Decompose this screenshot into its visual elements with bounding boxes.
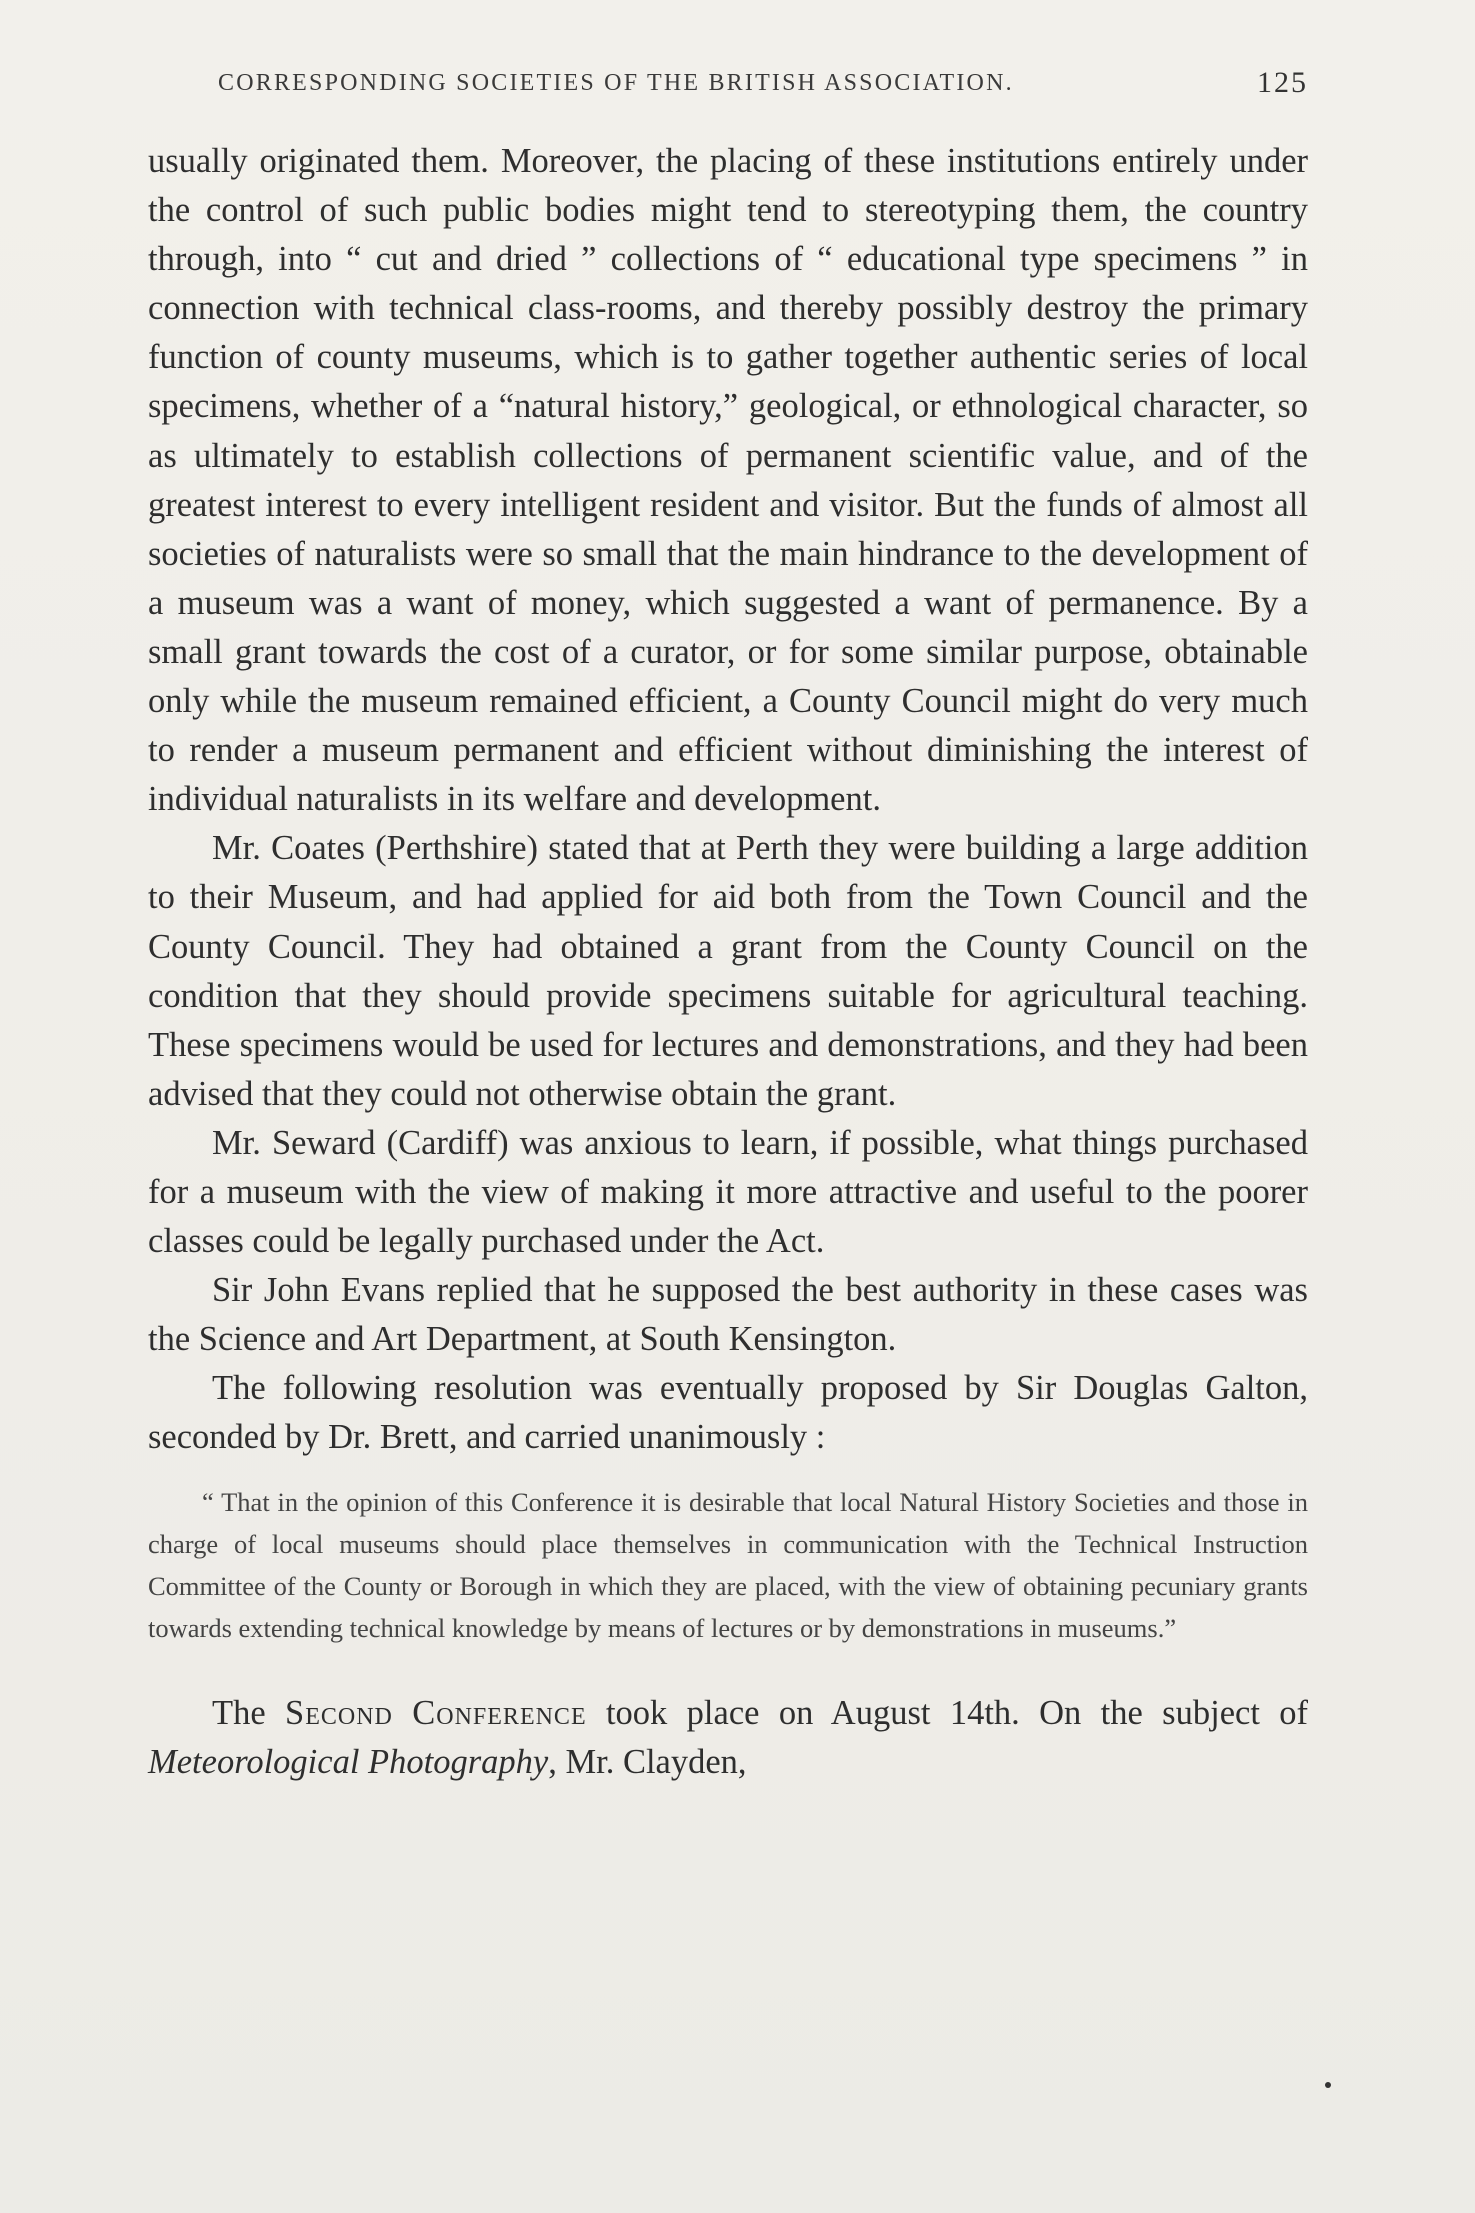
paragraph-second-conference bbox=[148, 1689, 1308, 1787]
paragraph-museum-funding: usually originated them. Moreover, the placing of these institutions entirely under the control of such public bodies might tend to stereotyping them, the country through, into “ cut and dried ” collections of “ educational type specimens ” in connection with technical class-rooms, and thereby possibly destroy the primary function of county museums, which is to gather together authentic series of local specimens, whether of a “natural history,” geological, or ethnological character, so as ultimately to establish collections of permanent scientific value, and of the greatest interest to every intelligent resident and visitor. But the funds of almost all societies of naturalists were so small that the main hindrance to the development of a museum was a want of money, which suggested a want of permanence. By a small grant towards the cost of a curator, or for some similar purpose, obtainable only while the museum remained efficient, a County Council might do very much to render a museum permanent and efficient without diminishing the interest of individual naturalists in its welfare and development. bbox=[148, 142, 1308, 819]
paragraph-evans: Sir John Evans replied that he supposed the best authority in these cases was the Science and Art Department, at South Kensington. bbox=[148, 1271, 1308, 1359]
conference-text-middle: took place on August 14th. On the subject of bbox=[586, 1693, 1309, 1732]
meteorological-photography-title: Meteorological Photography bbox=[148, 1742, 549, 1781]
page-number: 125 bbox=[1257, 66, 1308, 99]
paragraph-coates: Mr. Coates (Perthshire) stated that at Perth they were building a large addition to their Museum, and had applied for aid both from the Town Council and the County Council. They had obtained a grant from the County Council on the condition that they should provide specimens suitable for agricultural teaching. These specimens would be used for lectures and demonstrations, and they had been advised that they could not otherwise obtain the grant. bbox=[148, 829, 1308, 1113]
paragraph-resolution-intro: The following resolution was eventually proposed by Sir Douglas Galton, seconded by Dr. Brett, and carried unanimously : bbox=[148, 1369, 1308, 1457]
paragraph-seward: Mr. Seward (Cardiff) was anxious to learn, if possible, what things purchased for a museum with the view of making it more attractive and useful to the poorer classes could be legally purchased under the Act. bbox=[148, 1123, 1308, 1261]
second-smallcaps: Second bbox=[285, 1693, 393, 1732]
running-head: CORRESPONDING SOCIETIES OF THE BRITISH ASSOCIATION. bbox=[218, 70, 1014, 96]
conference-text-end: , Mr. Clayden, bbox=[548, 1742, 747, 1781]
conference-space bbox=[393, 1694, 412, 1732]
conference-text-start: The bbox=[212, 1693, 286, 1732]
conference-smallcaps: Conference bbox=[412, 1693, 587, 1732]
body-text bbox=[148, 137, 1308, 1787]
resolution-quote: “ That in the opinion of this Conference it is desirable that local Natural History Societies and those in charge of local museums should place themselves in communication with the Technical Instruction Committee of the County or Borough in which they are placed, with the view of obtaining pecuniary grants towards extending technical knowledge by means of lectures or by demonstrations in museums.” bbox=[148, 1486, 1308, 1643]
page-header bbox=[148, 66, 1320, 110]
ink-dot-mark bbox=[1325, 2082, 1331, 2088]
